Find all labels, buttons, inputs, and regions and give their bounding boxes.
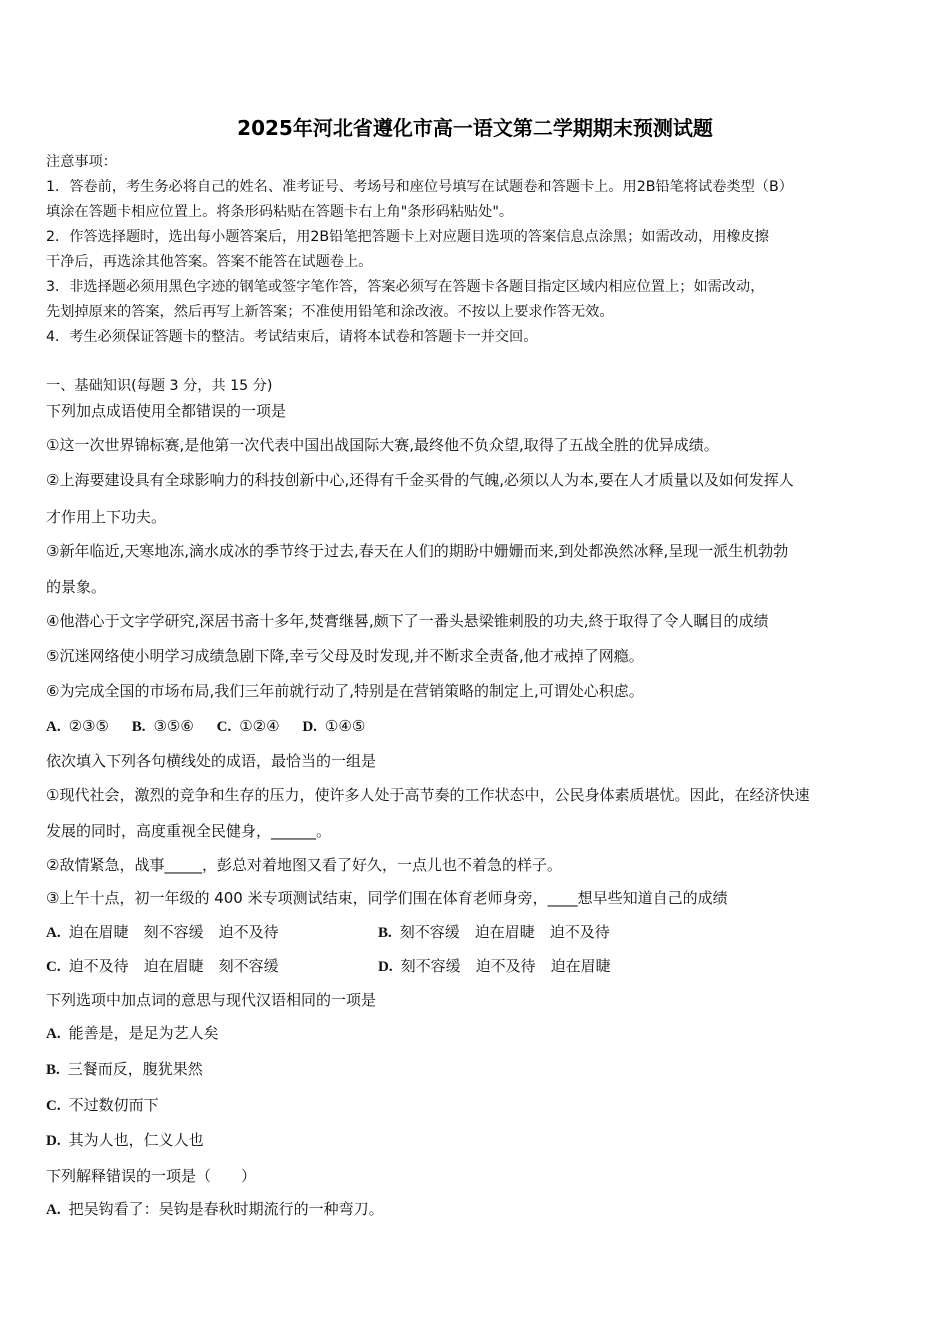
q2-option-a[interactable]: A. 迫在眉睫 刻不容缓 迫不及待 [46, 923, 279, 941]
q1-option-b[interactable]: B. ③⑤⑥ [131, 717, 194, 735]
q2-item-1: ①现代社会，激烈的竞争和生存的压力，使许多人处于高节奏的工作状态中，公民身体素质堪忧。因此，在经济快速 [46, 786, 810, 804]
q1-options [46, 716, 365, 737]
notice-line-5: 3．非选择题必须用黑色字迹的钢笔或签字笔作答，答案必须写在答题卡各题目指定区域内相应位置上；如需改动， [46, 279, 765, 295]
notice-heading: 注意事项： [46, 154, 117, 170]
q1-option-c[interactable]: C. ①②④ [216, 717, 280, 735]
notice-line-6: 先划掉原来的答案，然后再写上新答案；不准使用铅笔和涂改液。不按以上要求作答无效。 [46, 304, 614, 320]
q4-stem: 下列解释错误的一项是（ ） [46, 1167, 257, 1185]
notice-line-3: 2．作答选择题时，选出每小题答案后，用2B铅笔把答题卡上对应题目选项的答案信息点涂黑；如需改动，用橡皮擦 [46, 229, 769, 245]
notice-line-1: 1．答卷前，考生务必将自己的姓名、准考证号、考场号和座位号填写在试题卷和答题卡上。用2B铅笔将试卷类型（B） [46, 179, 793, 195]
q3-option-b[interactable]: B. 三餐而反，腹犹果然 [46, 1060, 203, 1078]
q1-stem: 下列加点成语使用全都错误的一项是 [46, 402, 287, 420]
q1-item-4: ④他潜心于文字学研究,深居书斋十多年,焚膏继晷,颇下了一番头悬梁锥刺股的功夫,終于取得了令人瞩目的成绩 [46, 612, 769, 630]
q2-option-b[interactable]: B. 刻不容缓 迫在眉睫 迫不及待 [378, 923, 610, 941]
q1-item-6: ⑥为完成全国的市场布局,我们三年前就行动了,特别是在营销策略的制定上,可谓处心积虑。 [46, 682, 644, 700]
q2-option-d[interactable]: D. 刻不容缓 迫不及待 迫在眉睫 [378, 957, 611, 975]
q2-option-c[interactable]: C. 迫不及待 迫在眉睫 刻不容缓 [46, 957, 279, 975]
q4-option-a[interactable]: A. 把吴钩看了：吴钩是春秋时期流行的一种弯刀。 [46, 1200, 384, 1218]
q1-item-3-cont: 的景象。 [46, 578, 107, 596]
notice-line-7: 4．考生必须保证答题卡的整洁。考试结束后，请将本试卷和答题卡一并交回。 [46, 329, 538, 345]
q2-stem: 依次填入下列各句横线处的成语，最恰当的一组是 [46, 752, 377, 770]
q3-option-c[interactable]: C. 不过数仞而下 [46, 1096, 159, 1114]
section-heading: 一、基础知识(每题 3 分，共 15 分) [46, 378, 273, 394]
notice-line-4: 干净后，再选涂其他答案。答案不能答在试题卷上。 [46, 254, 373, 270]
q1-item-5: ⑤沉迷网络使小明学习成绩急剧下降,幸亏父母及时发现,并不断求全责备,他才戒掉了网瘾。 [46, 647, 644, 665]
q1-item-2: ②上海要建设具有全球影响力的科技创新中心,还得有千金买骨的气魄,必须以人为本,要在人才质量以及如何发挥人 [46, 471, 794, 489]
q2-item-1-cont: 发展的同时，高度重视全民健身，______。 [46, 822, 332, 840]
q1-item-3: ③新年临近,天寒地冻,滴水成冰的季节终于过去,春天在人们的期盼中姗姗而来,到处都涣然冰释,呈现一派生机勃勃 [46, 542, 789, 560]
q1-item-2-cont: 才作用上下功夫。 [46, 508, 167, 526]
q2-item-2: ②敌情紧急，战事_____，彭总对着地图又看了好久，一点儿也不着急的样子。 [46, 856, 562, 874]
q3-stem: 下列选项中加点词的意思与现代汉语相同的一项是 [46, 991, 377, 1009]
q1-option-a[interactable]: A. ②③⑤ [46, 717, 109, 735]
notice-line-2: 填涂在答题卡相应位置上。将条形码粘贴在答题卡右上角"条形码粘贴处"。 [46, 204, 514, 220]
q2-item-3: ③上午十点，初一年级的 400 米专项测试结束，同学们围在体育老师身旁，____想早些知道自己的成绩 [46, 889, 728, 907]
q1-item-1: ①这一次世界锦标赛,是他第一次代表中国出战国际大赛,最终他不负众望,取得了五战全胜的优异成绩。 [46, 436, 719, 454]
q3-option-d[interactable]: D. 其为人也，仁义人也 [46, 1131, 204, 1149]
exam-title: 2025年河北省遵化市高一语文第二学期期末预测试题 [237, 116, 713, 140]
q1-option-d[interactable]: D. ①④⑤ [302, 717, 366, 735]
q3-option-a[interactable]: A. 能善是，是足为艺人矣 [46, 1024, 219, 1042]
